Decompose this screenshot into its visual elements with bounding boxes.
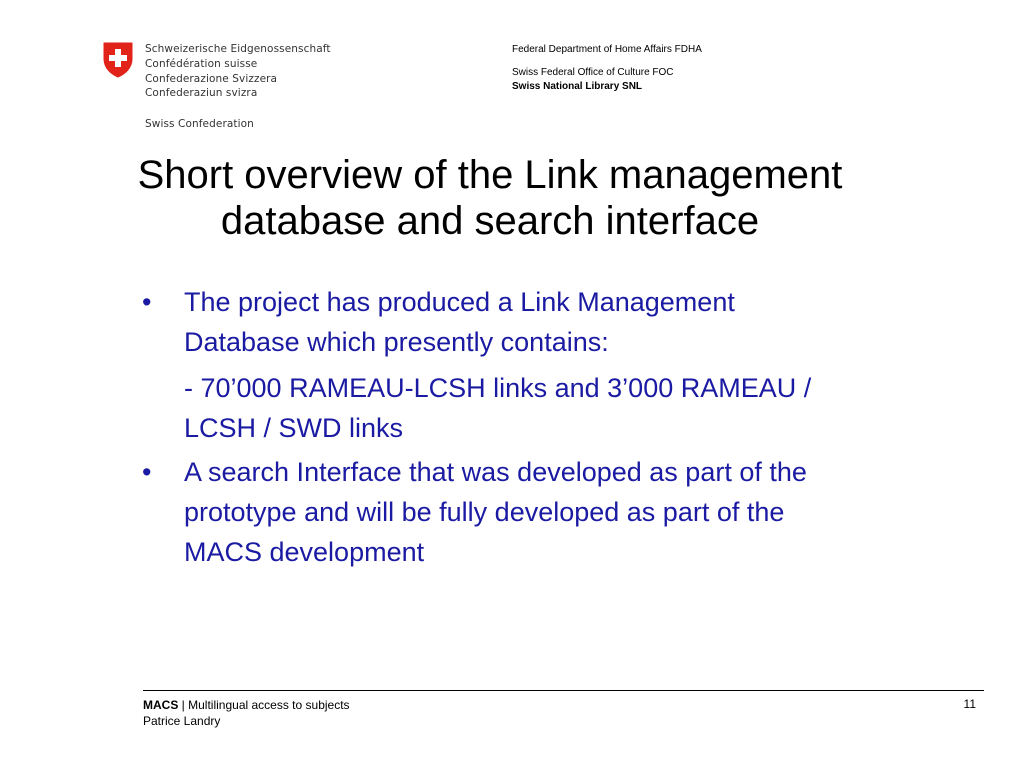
slide-title-line-2: database and search interface [220, 199, 760, 243]
sub-1-line-2: LCSH / SWD links [184, 413, 404, 443]
slide-title [60, 152, 920, 244]
footer-line-1 [143, 697, 350, 713]
bullet-1-line-1: The project has produced a Link Management [184, 287, 735, 317]
confederation-name-fr: Confédération suisse [145, 57, 258, 70]
bullet-item-1 [142, 282, 992, 362]
confederation-name-en: Swiss Confederation [145, 118, 254, 130]
bullet-item-2 [142, 452, 992, 572]
slide-body [142, 282, 992, 572]
confederation-name-rm: Confederaziun svizra [145, 87, 258, 100]
page-number: 11 [963, 697, 976, 711]
bullet-marker: • [142, 287, 152, 317]
bullet-2-line-2: prototype and will be fully developed as part of the [184, 497, 785, 527]
library-label: Swiss National Library SNL [512, 80, 643, 92]
footer-subtitle: Multilingual access to subjects [188, 698, 350, 712]
sub-item-1 [142, 368, 992, 448]
confederation-names [145, 42, 331, 101]
footer-info [143, 697, 350, 729]
swiss-cross-shield-icon [103, 42, 133, 78]
bullet-2-line-3: MACS development [184, 537, 425, 567]
office-label: Swiss Federal Office of Culture FOC [512, 67, 674, 78]
confederation-name-de: Schweizerische Eidgenossenschaft [145, 43, 331, 55]
footer-divider [143, 690, 984, 691]
bullet-2-line-1: A search Interface that was developed as part of the [184, 457, 807, 487]
bullet-marker: • [142, 457, 152, 487]
bullet-1-line-2: Database which presently contains: [184, 327, 609, 357]
footer-brand: MACS [143, 698, 179, 712]
footer-separator: | [178, 698, 189, 712]
office-block [512, 66, 674, 93]
sub-1-line-1: - 70’000 RAMEAU-LCSH links and 3’000 RAMEAU / [184, 373, 812, 403]
slide-title-line-1: Short overview of the Link management [137, 153, 843, 197]
confederation-name-it: Confederazione Svizzera [145, 72, 278, 85]
department-label: Federal Department of Home Affairs FDHA [512, 44, 702, 55]
footer-author: Patrice Landry [143, 714, 221, 728]
